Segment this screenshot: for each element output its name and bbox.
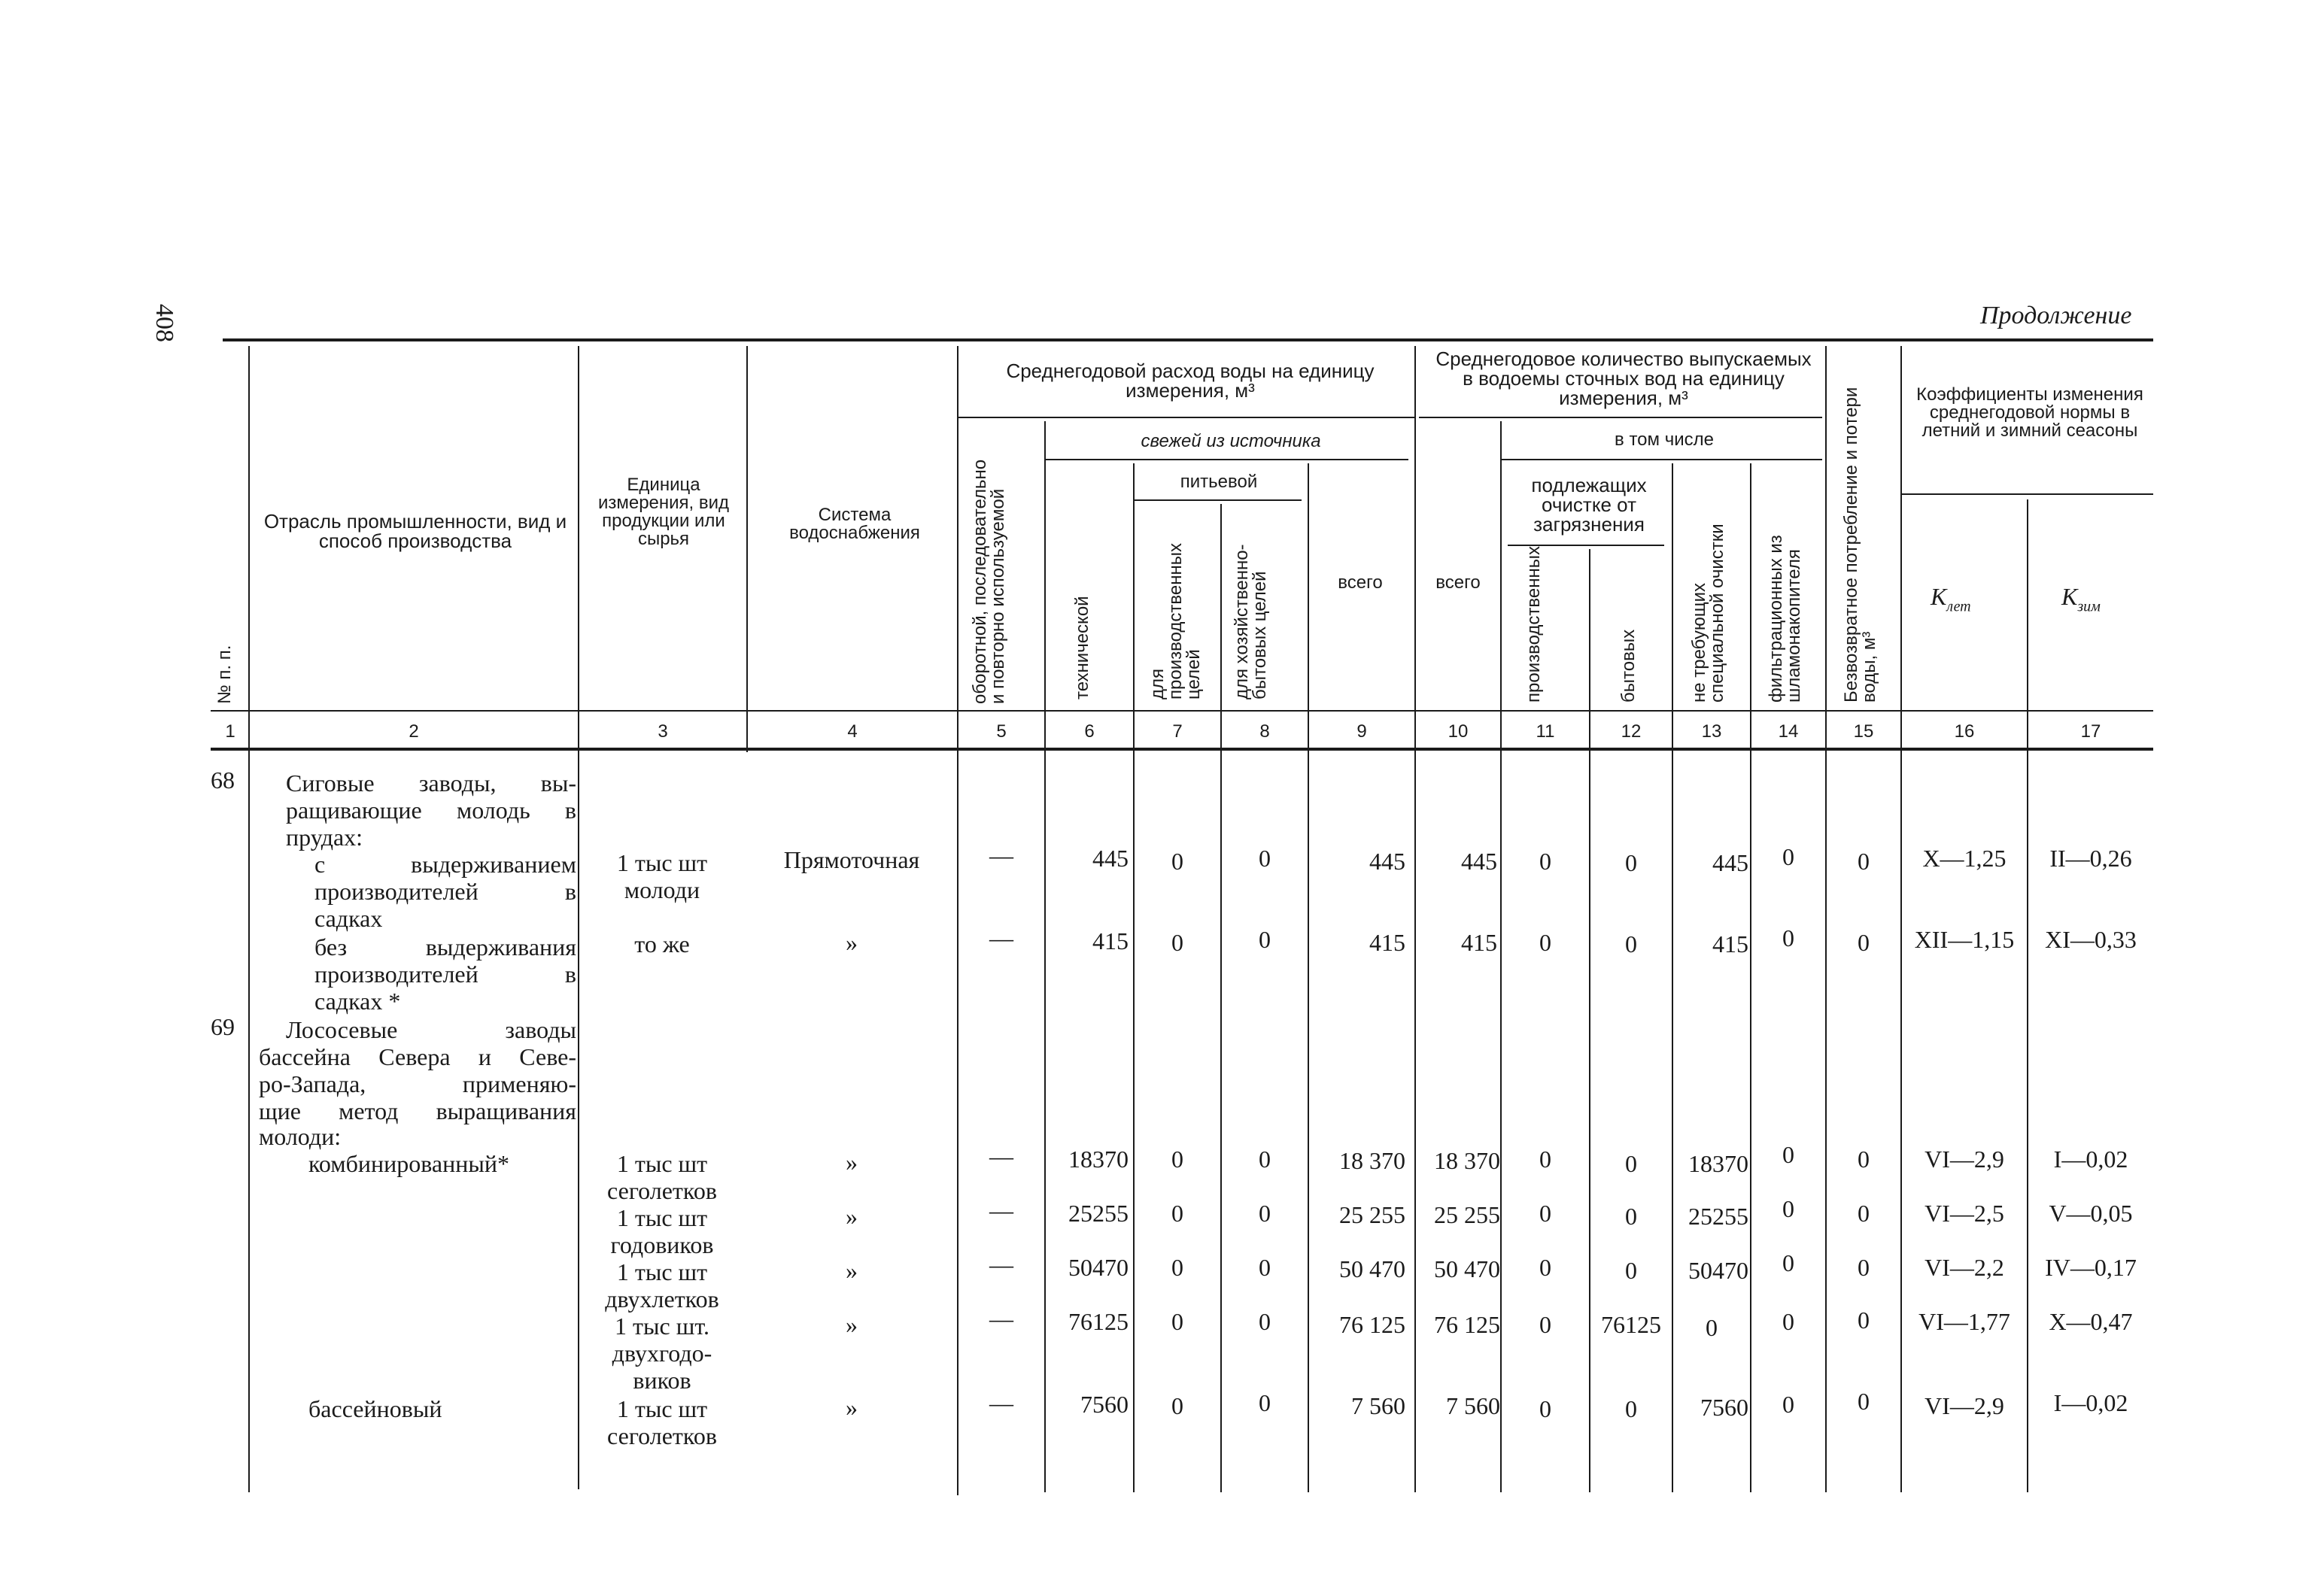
entry-text-line: с выдерживанием xyxy=(314,853,576,879)
entry-text-line: Сиговые заводы, вы- xyxy=(286,772,576,797)
continuation-title: Продолжение xyxy=(1980,301,2132,329)
value-cell: 0 xyxy=(1858,1202,1870,1228)
column-number: 7 xyxy=(1172,721,1183,742)
column-number: 12 xyxy=(1621,721,1642,742)
value-cell: 0 xyxy=(1782,1393,1794,1419)
rule-consumption xyxy=(958,417,1414,418)
value-cell: 0 xyxy=(1782,927,1794,952)
unit-cell: 1 тыс шт. двухгодо- виков xyxy=(612,1315,712,1394)
rule-drinking xyxy=(1135,499,1302,501)
value-cell: — xyxy=(989,1199,1013,1225)
col-divider-2 xyxy=(578,346,579,1489)
entry-sublabel: комбинированный* xyxy=(308,1152,509,1178)
value-cell: 7 560 xyxy=(1446,1394,1500,1420)
value-cell: VI—2,2 xyxy=(1925,1256,2004,1282)
value-cell: I—0,02 xyxy=(2053,1391,2128,1417)
entry-text-line: прудах: xyxy=(286,826,363,851)
value-cell: — xyxy=(989,927,1013,952)
value-cell: X—0,47 xyxy=(2049,1310,2133,1336)
value-cell: 50 470 xyxy=(1339,1258,1405,1283)
col-divider-11 xyxy=(1589,549,1590,1492)
value-cell: 7560 xyxy=(1700,1396,1748,1422)
system-cell: » xyxy=(846,1396,858,1422)
column-number: 5 xyxy=(996,721,1007,742)
header-recycled: оборотной, последовательно и повторно используемой xyxy=(969,459,1008,704)
entry-number: 68 xyxy=(211,769,235,794)
header-drinking-household: для хозяйственно-бытовых целей xyxy=(1231,544,1270,700)
value-cell: 445 xyxy=(1461,850,1497,876)
value-cell: — xyxy=(989,1307,1013,1333)
header-k-winter: $K_{зим}$ xyxy=(2061,585,2101,616)
header-irrevocable: Безвозвратное потребление и потери воды, м³ xyxy=(1840,387,1879,703)
value-cell: 0 xyxy=(1625,1398,1637,1423)
value-cell: 0 xyxy=(1539,1148,1551,1173)
column-number: 11 xyxy=(1536,721,1555,742)
value-cell: IV—0,17 xyxy=(2045,1256,2137,1282)
value-cell: 0 xyxy=(1171,850,1183,876)
header-including-group: в том числе xyxy=(1615,429,1714,450)
value-cell: X—1,25 xyxy=(1922,847,2007,872)
column-number: 10 xyxy=(1448,721,1469,742)
value-cell: — xyxy=(989,1391,1013,1417)
header-fresh-group: свежей из источника xyxy=(1141,430,1321,451)
value-cell: 76 125 xyxy=(1434,1313,1500,1339)
unit-cell: то же xyxy=(634,933,690,958)
value-cell: 415 xyxy=(1369,931,1405,957)
value-cell: 0 xyxy=(1782,1252,1794,1277)
value-cell: 0 xyxy=(1858,1390,1870,1416)
value-cell: 0 xyxy=(1625,1152,1637,1178)
unit-cell: 1 тыс шт годовиков xyxy=(610,1206,714,1259)
header-coef-group: Коэффициенты изменения среднегодовой нормы в летний и зимний сеасоны xyxy=(1916,384,2143,441)
entry-text-line: молоди: xyxy=(259,1125,342,1151)
unit-cell: 1 тыс шт двухлетков xyxy=(605,1261,719,1313)
entry-text-line: бассейна Севера и Севе- xyxy=(259,1045,576,1071)
value-cell: 0 xyxy=(1259,1256,1271,1282)
value-cell: 50 470 xyxy=(1434,1258,1500,1283)
table-top-rule xyxy=(223,338,2153,341)
col-divider-6 xyxy=(1133,463,1135,1492)
rule-numbers-bottom xyxy=(211,748,2153,751)
value-cell: 0 xyxy=(1539,1202,1551,1228)
value-cell: II—0,26 xyxy=(2049,847,2132,872)
rule-discharge xyxy=(1419,417,1822,418)
header-filtration: фильтрационных из шламонакопителя xyxy=(1765,535,1804,703)
value-cell: V—0,05 xyxy=(2049,1202,2133,1228)
value-cell: 0 xyxy=(1171,1394,1183,1420)
value-cell: 0 xyxy=(1539,1398,1551,1423)
value-cell: 76125 xyxy=(1601,1313,1661,1339)
system-cell: » xyxy=(846,1313,858,1339)
value-cell: 50470 xyxy=(1688,1259,1748,1285)
value-cell: 0 xyxy=(1539,1313,1551,1339)
entry-text-line: садках xyxy=(314,907,383,933)
value-cell: 415 xyxy=(1092,930,1129,955)
value-cell: 18 370 xyxy=(1339,1149,1405,1175)
entry-text-line: без выдерживания xyxy=(314,936,576,961)
system-cell: » xyxy=(846,931,858,957)
value-cell: 76125 xyxy=(1068,1310,1129,1336)
rule-coef xyxy=(1902,493,2153,495)
value-cell: 0 xyxy=(1259,1148,1271,1173)
value-cell: VI—1,77 xyxy=(1918,1310,2010,1336)
value-cell: 415 xyxy=(1712,933,1748,958)
entry-text-line: садках * xyxy=(314,990,401,1015)
page-number: 408 xyxy=(150,304,179,342)
rule-header-bottom xyxy=(211,710,2153,712)
value-cell: VI—2,9 xyxy=(1925,1148,2004,1173)
col-divider-13 xyxy=(1750,463,1751,1492)
header-num: № п. п. xyxy=(214,645,235,704)
value-cell: 0 xyxy=(1706,1316,1718,1342)
value-cell: 0 xyxy=(1858,1309,1870,1334)
value-cell: 0 xyxy=(1259,1202,1271,1228)
column-number: 17 xyxy=(2080,721,2101,742)
value-cell: 18 370 xyxy=(1434,1149,1500,1175)
entry-text-line: производителей в xyxy=(314,963,576,988)
value-cell: 445 xyxy=(1369,850,1405,876)
value-cell: 0 xyxy=(1539,850,1551,876)
column-number: 4 xyxy=(847,721,858,742)
header-production: производственных xyxy=(1523,546,1544,703)
value-cell: 0 xyxy=(1171,1256,1183,1282)
system-cell: » xyxy=(846,1205,858,1231)
value-cell: 7 560 xyxy=(1351,1394,1405,1420)
header-system: Система водоснабжения xyxy=(789,504,920,543)
value-cell: 0 xyxy=(1171,931,1183,957)
rule-including xyxy=(1502,459,1822,460)
value-cell: 50470 xyxy=(1068,1256,1129,1282)
value-cell: VI—2,9 xyxy=(1925,1394,2004,1420)
value-cell: 0 xyxy=(1259,928,1271,954)
value-cell: VI—2,5 xyxy=(1925,1202,2004,1228)
value-cell: 0 xyxy=(1259,1310,1271,1336)
value-cell: 415 xyxy=(1461,931,1497,957)
value-cell: 0 xyxy=(1858,1256,1870,1282)
header-household: бытовых xyxy=(1618,629,1639,703)
value-cell: 0 xyxy=(1171,1148,1183,1173)
header-consumption-group: Среднегодовой расход воды на единицу измерения, м³ xyxy=(1006,360,1375,402)
column-number: 2 xyxy=(409,721,419,742)
value-cell: 25255 xyxy=(1688,1205,1748,1231)
value-cell: — xyxy=(989,1145,1013,1170)
value-cell: 0 xyxy=(1625,1205,1637,1231)
value-cell: 0 xyxy=(1782,1310,1794,1336)
entry-text-line: ро-Запада, применяю- xyxy=(259,1073,576,1098)
entry-text-line: щие метод выращивания xyxy=(259,1100,576,1125)
entry-text-line: Лососевые заводы xyxy=(286,1018,576,1044)
header-no-treatment: не требующих специальной очистки xyxy=(1688,523,1727,703)
entry-number: 69 xyxy=(211,1015,235,1041)
column-number: 9 xyxy=(1356,721,1367,742)
value-cell: 0 xyxy=(1782,1143,1794,1169)
column-number: 14 xyxy=(1778,721,1799,742)
value-cell: I—0,02 xyxy=(2053,1148,2128,1173)
col-divider-7 xyxy=(1220,504,1222,1492)
header-total: всего xyxy=(1338,572,1383,593)
value-cell: 0 xyxy=(1782,1197,1794,1223)
value-cell: 0 xyxy=(1259,847,1271,872)
value-cell: 445 xyxy=(1712,851,1748,877)
value-cell: 0 xyxy=(1625,933,1637,958)
value-cell: 0 xyxy=(1858,931,1870,957)
value-cell: 0 xyxy=(1625,851,1637,877)
value-cell: 18370 xyxy=(1068,1148,1129,1173)
value-cell: 0 xyxy=(1259,1391,1271,1417)
system-cell: Прямоточная xyxy=(783,848,920,874)
value-cell: — xyxy=(989,1253,1013,1279)
rule-fresh xyxy=(1046,459,1408,460)
value-cell: 25 255 xyxy=(1434,1203,1500,1229)
unit-cell: 1 тыс шт сеголетков xyxy=(607,1398,717,1450)
system-cell: » xyxy=(846,1259,858,1285)
column-number: 6 xyxy=(1084,721,1095,742)
value-cell: 0 xyxy=(1539,931,1551,957)
value-cell: 445 xyxy=(1092,847,1129,872)
column-number: 15 xyxy=(1853,721,1874,742)
column-number: 16 xyxy=(1954,721,1975,742)
unit-cell: 1 тыс шт молоди xyxy=(616,851,708,904)
value-cell: 7560 xyxy=(1080,1393,1129,1419)
header-branch: Отрасль промышленности, вид и способ производства xyxy=(263,510,567,552)
col-divider-16 xyxy=(2027,499,2028,1492)
header-discharge-group: Среднегодовое количество выпускаемых в водоемы сточных вод на единицу измерения, м³ xyxy=(1435,347,1812,409)
entry-text-line: производителей в xyxy=(314,880,576,906)
value-cell: 0 xyxy=(1782,845,1794,871)
value-cell: — xyxy=(989,844,1013,869)
header-drinking-group: питьевой xyxy=(1180,471,1258,492)
column-number: 13 xyxy=(1701,721,1722,742)
col-divider-3 xyxy=(746,346,748,752)
unit-cell: 1 тыс шт сеголетков xyxy=(607,1152,717,1205)
value-cell: XII—1,15 xyxy=(1914,928,2015,954)
value-cell: 25 255 xyxy=(1339,1203,1405,1229)
value-cell: 0 xyxy=(1858,1148,1870,1173)
header-drinking-prod: для производственных целей xyxy=(1147,543,1204,700)
column-number: 8 xyxy=(1259,721,1270,742)
col-divider-1 xyxy=(248,346,250,1492)
value-cell: 0 xyxy=(1171,1310,1183,1336)
value-cell: 76 125 xyxy=(1339,1313,1405,1339)
value-cell: 0 xyxy=(1858,850,1870,876)
column-number: 1 xyxy=(225,721,235,742)
column-number: 3 xyxy=(658,721,668,742)
entry-text-line: ращивающие молодь в xyxy=(286,799,576,824)
value-cell: 0 xyxy=(1539,1256,1551,1282)
value-cell: 18370 xyxy=(1688,1152,1748,1178)
header-k-summer: $K_{лет}$ xyxy=(1931,585,1971,616)
entry-sublabel: бассейновый xyxy=(308,1398,442,1423)
header-discharge-total: всего xyxy=(1435,572,1481,593)
header-unit: Единица измерения, вид продукции или сырья xyxy=(597,474,730,549)
system-cell: » xyxy=(846,1151,858,1176)
value-cell: 0 xyxy=(1171,1202,1183,1228)
header-to-treat-group: подлежащих очистке от загрязнения xyxy=(1531,474,1647,536)
header-technical: технической xyxy=(1071,596,1092,700)
value-cell: 25255 xyxy=(1068,1202,1129,1228)
value-cell: XI—0,33 xyxy=(2045,928,2137,954)
value-cell: 0 xyxy=(1625,1259,1637,1285)
